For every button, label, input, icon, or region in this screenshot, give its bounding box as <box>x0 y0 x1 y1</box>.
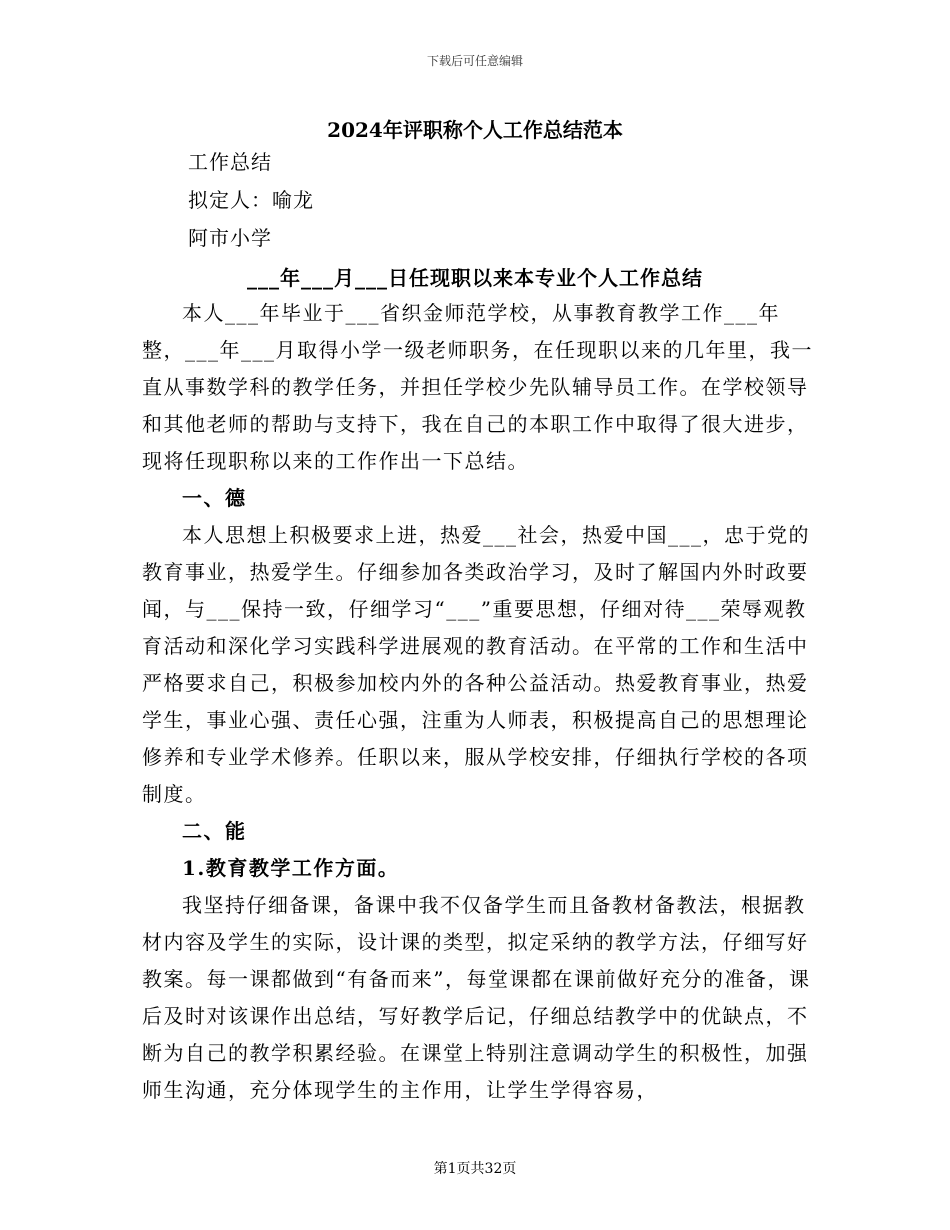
intro-paragraph: 本人___年毕业于___省织金师范学校，从事教育教学工作___年整，___年___月取得小学一级老师职务，在任现职以来的几年里，我一直从事数学科的教学任务，并担任学校少先队辅导员工作。在学校领导和其他老师的帮助与支持下，我在自己的本职工作中取得了很大进步，现将任现职称以来的工作作出一下总结。 <box>142 301 813 473</box>
header-note: 下载后可任意编辑 <box>426 54 523 68</box>
section-heading-de: 一、德 <box>182 486 247 510</box>
section-paragraph-teaching: 我坚持仔细备课，备课中我不仅备学生而且备教材备教法，根据教材内容及学生的实际，设计课的类型，拟定采纳的教学方法，仔细写好教案。每一课都做到“有备而来”，每堂课都在课前做好充分的准备，课后及时对该课作出总结，写好教学后记，仔细总结教学中的优缺点，不断为自己的教学积累经验。在课堂上特别注意调动学生的积极性，加强师生沟通，充分体现学生的主作用，让学生学得容易， <box>142 893 811 1102</box>
subsection-heading-teaching: 1.教育教学工作方面。 <box>182 856 400 880</box>
document-type: 工作总结 <box>188 150 272 174</box>
page-number: 第1页共32页 <box>433 1161 517 1177</box>
document-organization: 阿市小学 <box>188 226 272 250</box>
document-body <box>142 295 822 1109</box>
section-heading-neng: 二、能 <box>182 819 247 843</box>
document-title: 2024年评职称个人工作总结范本 <box>327 118 623 142</box>
document-author: 拟定人：喻龙 <box>188 188 314 212</box>
document-subtitle: ___年___月___日任现职以来本专业个人工作总结 <box>247 266 703 290</box>
section-paragraph-de: 本人思想上积极要求上进，热爱___社会，热爱中国___，忠于党的教育事业，热爱学生。仔细参加各类政治学习，及时了解国内外时政要闻，与___保持一致，仔细学习“___”重要思想，仔细对待___荣辱观教育活动和深化学习实践科学进展观的教育活动。在平常的工作和生活中严格要求自己，积极参加校内外的各种公益活动。热爱教育事业，热爱学生，事业心强、责任心强，注重为人师表，积极提高自己的思想理论修养和专业学术修养。任职以来，服从学校安排，仔细执行学校的各项制度。 <box>142 523 810 806</box>
